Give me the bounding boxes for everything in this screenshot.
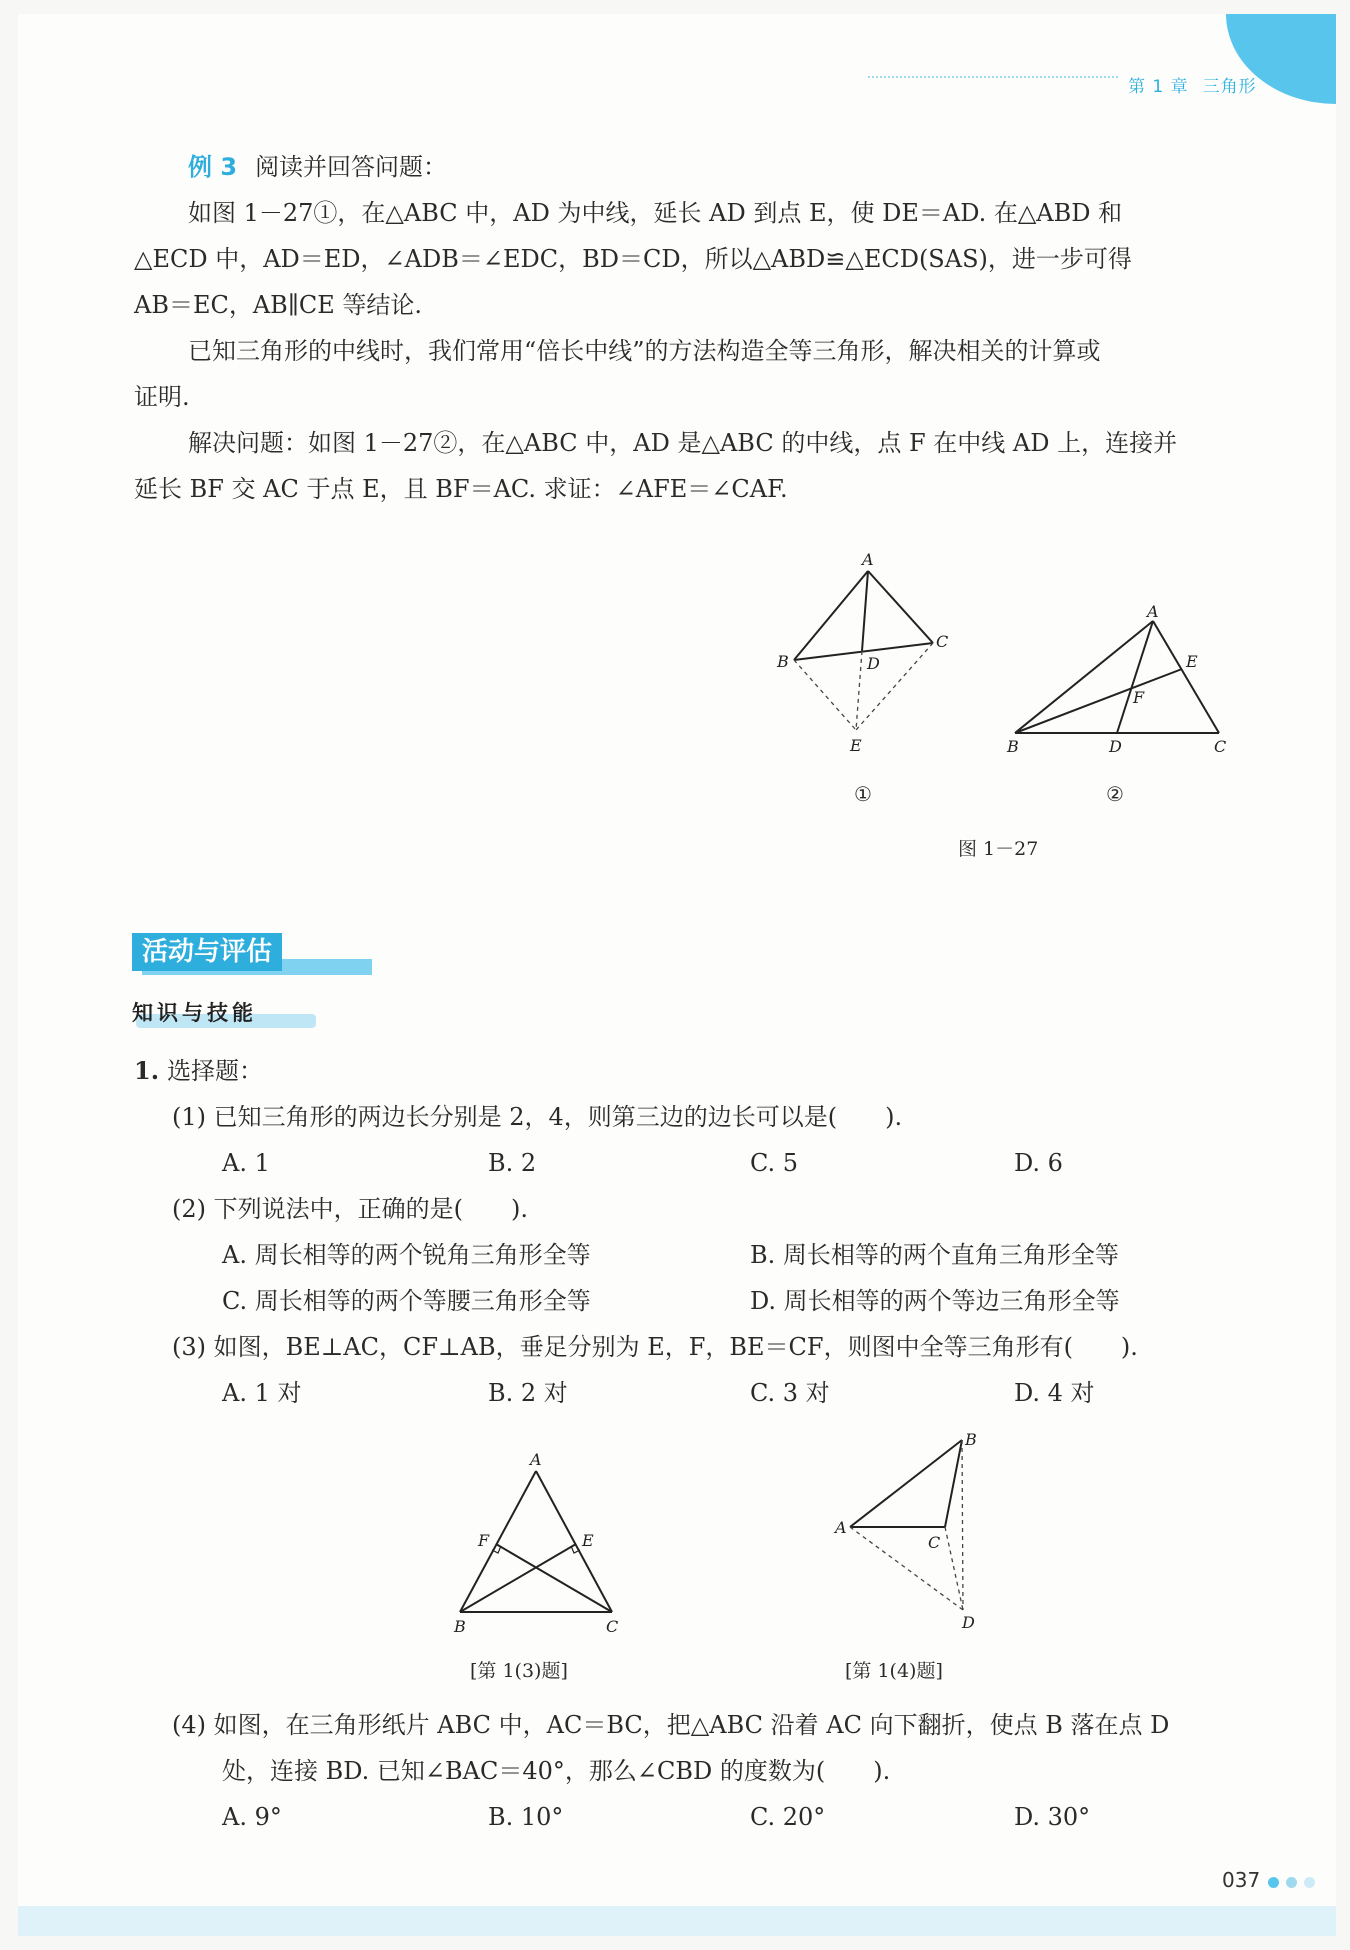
subsection-heading	[132, 996, 257, 1030]
q1-2-option-c: C. 周长相等的两个等腰三角形全等	[222, 1287, 591, 1315]
figure-sub-label-1: ①	[854, 782, 872, 806]
point-label-d: D	[1109, 737, 1122, 756]
section-heading-text: 活动与评估	[132, 933, 282, 971]
q1-3-option-d: D. 4 对	[1014, 1379, 1095, 1407]
point-label-a: A	[835, 1518, 847, 1537]
page-dot-icon	[1304, 1877, 1315, 1888]
q1-3-option-c: C. 3 对	[750, 1379, 830, 1407]
section-heading	[132, 933, 372, 977]
question-number: 1.	[134, 1056, 160, 1085]
q1-1-option-b: B. 2	[488, 1149, 537, 1177]
q1-3-stem: (3) 如图，BE⊥AC，CF⊥AB，垂足分别为 E，F，BE＝CF，则图中全等三角形有( ).	[172, 1333, 1138, 1361]
page-dot-icon	[1268, 1877, 1279, 1888]
q1-4-stem-line-2: 处，连接 BD. 已知∠BAC＝40°，那么∠CBD 的度数为( ).	[222, 1757, 891, 1785]
q1-4-option-a: A. 9°	[222, 1803, 282, 1831]
point-label-e: E	[1186, 652, 1198, 671]
figure-sub-label-2: ②	[1106, 782, 1124, 806]
chapter-title: 三角形	[1202, 77, 1257, 97]
q1-4-option-b: B. 10°	[488, 1803, 564, 1831]
segment-ac	[868, 571, 933, 643]
figure-1-27-1	[765, 545, 965, 765]
figure-q1-4-caption: [第 1(4)题]	[845, 1660, 943, 1682]
example-line-5: 证明.	[134, 383, 190, 411]
example-line-2: △ECD 中，AD＝ED，∠ADB＝∠EDC，BD＝CD，所以△ABD≌△ECD(SAS)，进一步可得	[134, 245, 1132, 273]
point-label-f: F	[1133, 688, 1145, 707]
point-label-c: C	[606, 1617, 619, 1636]
q1-2-option-d: D. 周长相等的两个等边三角形全等	[750, 1287, 1120, 1315]
point-label-a: A	[1147, 602, 1159, 621]
q1-1-stem: (1) 已知三角形的两边长分别是 2，4，则第三边的边长可以是( ).	[172, 1103, 903, 1131]
point-label-b: B	[965, 1430, 977, 1449]
q1-4-option-d: D. 30°	[1014, 1803, 1091, 1831]
example-line-4: 已知三角形的中线时，我们常用“倍长中线”的方法构造全等三角形，解决相关的计算或	[188, 337, 1101, 365]
point-label-e: E	[850, 736, 862, 755]
point-label-c: C	[936, 632, 949, 651]
q1-3-option-a: A. 1 对	[222, 1379, 302, 1407]
segment-cd-dashed	[945, 1527, 963, 1610]
point-label-a: A	[530, 1450, 542, 1469]
segment-ad	[1117, 621, 1153, 733]
segment-de-dashed	[856, 651, 862, 730]
point-label-c: C	[928, 1533, 941, 1552]
segment-ab	[794, 571, 868, 660]
segment-ba	[1015, 621, 1153, 733]
footer-band	[18, 1906, 1336, 1936]
example-prompt: 阅读并回答问题：	[255, 153, 448, 181]
figure-q1-3-caption: [第 1(3)题]	[470, 1660, 568, 1682]
q1-4-option-c: C. 20°	[750, 1803, 826, 1831]
header-dotted-line	[868, 76, 1118, 78]
q1-4-stem-line-1: (4) 如图，在三角形纸片 ABC 中，AC＝BC，把△ABC 沿着 AC 向下翻折，使点 B 落在点 D	[172, 1711, 1170, 1739]
segment-bc	[794, 643, 933, 660]
question-1-heading	[134, 1048, 263, 1094]
subsection-heading-text: 知识与技能	[132, 1001, 257, 1025]
page-number: 037	[1222, 1868, 1261, 1892]
running-header	[1128, 72, 1257, 97]
segment-cb	[945, 1440, 962, 1527]
segment-ab	[850, 1440, 962, 1527]
q1-2-option-b: B. 周长相等的两个直角三角形全等	[750, 1241, 1119, 1269]
example-heading	[188, 144, 447, 190]
example-line-6: 解决问题：如图 1－27②，在△ABC 中，AD 是△ABC 的中线，点 F 在中线 AD 上，连接并	[188, 429, 1178, 457]
point-label-b: B	[777, 652, 789, 671]
point-label-d: D	[962, 1613, 975, 1632]
figure-q1-4	[830, 1425, 1000, 1640]
q1-2-option-a: A. 周长相等的两个锐角三角形全等	[222, 1241, 591, 1269]
segment-ad	[862, 571, 868, 651]
point-label-d: D	[867, 654, 880, 673]
point-label-c: C	[1214, 737, 1227, 756]
segment-be	[1015, 669, 1182, 733]
q1-1-option-c: C. 5	[750, 1149, 799, 1177]
example-line-3: AB＝EC，AB∥CE 等结论.	[134, 291, 423, 319]
example-line-7: 延长 BF 交 AC 于点 E，且 BF＝AC. 求证：∠AFE＝∠CAF.	[134, 475, 788, 503]
q1-3-option-b: B. 2 对	[488, 1379, 568, 1407]
q1-2-stem: (2) 下列说法中，正确的是( ).	[172, 1195, 528, 1223]
figure-caption: 图 1－27	[958, 838, 1039, 860]
point-label-b: B	[454, 1617, 466, 1636]
segment-be-dashed	[794, 660, 856, 730]
chapter-number: 第 1 章	[1128, 77, 1189, 97]
example-line-1: 如图 1－27①，在△ABC 中，AD 为中线，延长 AD 到点 E，使 DE＝AD. 在△ABD 和	[188, 199, 1123, 227]
point-label-a: A	[862, 550, 874, 569]
figure-q1-3	[440, 1440, 640, 1640]
q1-1-option-a: A. 1	[222, 1149, 270, 1177]
point-label-f: F	[478, 1531, 490, 1550]
segment-ad-dashed	[850, 1527, 963, 1610]
q1-1-option-d: D. 6	[1014, 1149, 1063, 1177]
point-label-b: B	[1007, 737, 1019, 756]
figure-1-27-2	[995, 600, 1265, 760]
page-dot-icon	[1286, 1877, 1297, 1888]
example-label: 例 3	[188, 153, 238, 181]
question-title: 选择题：	[167, 1057, 264, 1085]
point-label-e: E	[582, 1531, 594, 1550]
segment-bd-dashed	[962, 1440, 963, 1610]
